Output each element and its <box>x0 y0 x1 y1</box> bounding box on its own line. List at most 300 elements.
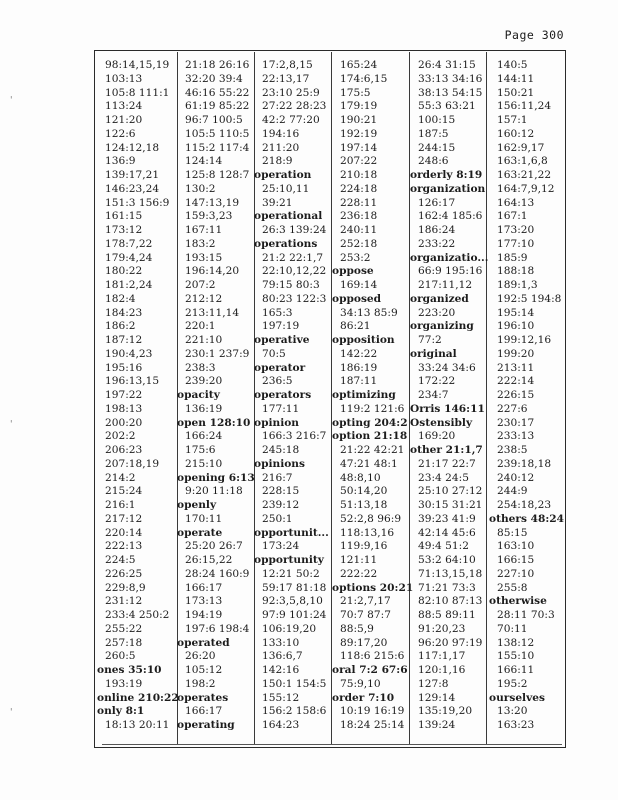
index-reference: 163:1,6,8 <box>497 155 548 168</box>
index-reference: 216:7 <box>262 471 293 484</box>
index-column-5 <box>410 59 489 733</box>
index-reference: 105:5 110:5 <box>185 127 250 140</box>
index-reference: 121:20 <box>105 114 143 126</box>
index-reference: 214:2 <box>105 471 136 484</box>
index-reference: 121:11 <box>340 554 378 566</box>
index-reference: 155:10 <box>497 650 535 663</box>
index-headword: optimizing <box>332 389 396 401</box>
index-reference: 98:14,15,19 <box>105 59 170 71</box>
index-reference: 222:22 <box>340 567 378 580</box>
index-reference: 163:21,22 <box>497 169 552 181</box>
index-reference: 233:4 250:2 <box>105 609 170 621</box>
index-reference: 150:1 154:5 <box>262 677 327 690</box>
index-headword: options 20:21 <box>332 581 414 594</box>
index-reference: 202:2 <box>105 430 136 443</box>
index-headword: organizing <box>410 320 474 333</box>
index-headword: operating <box>177 719 235 731</box>
index-reference: 39:21 <box>262 196 293 209</box>
index-reference: 21:22 42:21 <box>340 444 405 456</box>
index-reference: 207:22 <box>340 155 378 168</box>
index-reference: 155:12 <box>262 691 300 704</box>
index-headword: only 8:1 <box>97 705 145 718</box>
index-reference: 165:3 <box>262 306 293 319</box>
index-reference: 238:3 <box>185 361 216 374</box>
index-headword: operator <box>254 361 306 374</box>
index-reference: 46:16 55:22 <box>185 86 250 99</box>
index-reference: 240:12 <box>497 471 535 484</box>
index-reference: 187:5 <box>418 127 449 140</box>
index-headword: otherwise <box>489 595 547 608</box>
index-reference: 183:2 <box>185 237 216 250</box>
index-headword: organization <box>410 182 486 195</box>
index-reference: 239:12 <box>262 499 300 511</box>
index-reference: 255:8 <box>497 581 528 594</box>
index-reference: 106:19,20 <box>262 622 317 635</box>
index-reference: 195:14 <box>497 306 535 319</box>
index-reference: 187:12 <box>105 334 143 346</box>
index-reference: 133:10 <box>262 636 300 649</box>
index-reference: 21:18 26:16 <box>185 59 250 71</box>
index-reference: 89:17,20 <box>340 636 388 649</box>
index-reference: 198:2 <box>185 677 216 690</box>
index-reference: 164:7,9,12 <box>497 182 555 195</box>
index-reference: 13:20 <box>497 705 528 718</box>
index-reference: 217:11,12 <box>418 279 473 291</box>
index-reference: 211:20 <box>262 141 300 154</box>
index-column-2 <box>177 59 255 733</box>
index-reference: 146:23,24 <box>105 182 160 195</box>
index-reference: 199:20 <box>497 347 535 360</box>
index-reference: 118:13,16 <box>340 526 395 539</box>
index-reference: 233:13 <box>497 430 535 443</box>
index-reference: 227:6 <box>497 402 528 415</box>
index-reference: 223:20 <box>418 306 456 319</box>
index-reference: 100:15 <box>418 114 456 126</box>
index-reference: 252:18 <box>340 237 378 250</box>
index-reference: 105:12 <box>185 664 223 676</box>
index-reference: 25:10 27:12 <box>418 485 483 498</box>
index-reference: 42:14 45:6 <box>418 526 476 539</box>
index-reference: 193:15 <box>185 251 223 264</box>
index-reference: 227:10 <box>497 567 535 580</box>
index-headword: operations <box>254 237 318 250</box>
index-reference: 52:2,8 96:9 <box>340 512 402 525</box>
index-reference: 142:16 <box>262 664 300 676</box>
index-headword: oppose <box>332 265 374 278</box>
index-reference: 187:11 <box>340 375 378 388</box>
index-reference: 120:1,16 <box>418 664 466 676</box>
index-reference: 82:10 87:13 <box>418 595 483 608</box>
index-reference: 88:5 89:11 <box>418 609 476 621</box>
index-reference: 113:24 <box>105 100 143 113</box>
index-reference: 196:10 <box>497 320 535 333</box>
index-reference: 177:11 <box>262 402 300 415</box>
index-reference: 196:13,15 <box>105 375 160 388</box>
index-headword: organized <box>410 292 469 305</box>
index-reference: 97:9 101:24 <box>262 609 327 621</box>
index-reference: 229:8,9 <box>105 581 146 594</box>
index-reference: 103:13 <box>105 72 143 85</box>
index-reference: 166:15 <box>497 554 535 566</box>
index-reference: 26:20 <box>185 650 216 663</box>
index-reference: 22:10,12,22 <box>262 265 327 278</box>
index-reference: 166:17 <box>185 581 223 594</box>
index-reference: 212:12 <box>185 292 223 305</box>
index-reference: 71:13,15,18 <box>418 567 483 580</box>
index-reference: 127:8 <box>418 677 449 690</box>
index-reference: 136:9 <box>105 155 136 168</box>
index-reference: 91:20,23 <box>418 622 466 635</box>
index-reference: 71:21 73:3 <box>418 581 476 594</box>
index-reference: 38:13 54:15 <box>418 86 483 99</box>
index-reference: 224:18 <box>340 182 378 195</box>
index-reference: 213:11 <box>497 361 535 374</box>
index-headword: Orris 146:11 <box>410 402 485 415</box>
index-reference: 70:5 <box>262 347 286 360</box>
index-headword: opinion <box>254 416 299 429</box>
index-reference: 70:11 <box>497 622 528 635</box>
index-reference: 239:18,18 <box>497 457 552 470</box>
index-headword: opting 204:2 <box>332 416 408 429</box>
index-reference: 136:6,7 <box>262 650 303 663</box>
index-reference: 140:5 <box>497 59 528 71</box>
index-reference: 164:13 <box>497 196 535 209</box>
index-reference: 186:24 <box>418 224 456 236</box>
index-headword: organizatio... <box>410 251 489 264</box>
index-reference: 156:11,24 <box>497 100 552 113</box>
index-reference: 196:14,20 <box>185 265 240 278</box>
index-headword: opportunity <box>254 554 324 566</box>
index-reference: 136:19 <box>185 402 223 415</box>
index-reference: 88:5,9 <box>340 622 374 635</box>
index-headword: opportunit... <box>254 526 329 539</box>
index-reference: 179:19 <box>340 100 378 113</box>
index-reference: 173:13 <box>185 595 223 608</box>
index-reference: 53:2 64:10 <box>418 554 476 566</box>
index-reference: 248:6 <box>418 155 449 168</box>
index-reference: 115:2 117:4 <box>185 141 250 154</box>
index-reference: 245:18 <box>262 444 300 456</box>
index-reference: 181:2,24 <box>105 279 153 291</box>
index-reference: 180:22 <box>105 265 143 278</box>
index-reference: 195:2 <box>497 677 528 690</box>
index-reference: 165:24 <box>340 59 378 71</box>
index-reference: 215:24 <box>105 485 143 498</box>
index-reference: 86:21 <box>340 320 371 333</box>
index-reference: 50:14,20 <box>340 485 388 498</box>
index-reference: 119:2 121:6 <box>340 402 405 415</box>
index-reference: 119:9,16 <box>340 540 388 553</box>
index-column-1 <box>97 59 179 733</box>
index-headword: open 128:10 <box>177 416 251 429</box>
index-reference: 253:2 <box>340 251 371 264</box>
index-reference: 105:8 111:1 <box>105 86 170 99</box>
index-headword: order 7:10 <box>332 691 395 704</box>
index-reference: 124:12,18 <box>105 141 160 154</box>
index-reference: 221:10 <box>185 334 223 346</box>
index-reference: 238:5 <box>497 444 528 456</box>
index-reference: 55:3 63:21 <box>418 100 476 113</box>
index-reference: 193:19 <box>105 677 143 690</box>
index-reference: 194:19 <box>185 609 223 621</box>
index-reference: 51:13,18 <box>340 499 388 511</box>
index-reference: 220:14 <box>105 526 143 539</box>
index-reference: 150:21 <box>497 86 535 99</box>
index-reference: 80:23 122:3 <box>262 292 327 305</box>
index-headword: opinions <box>254 457 305 470</box>
index-reference: 66:9 195:16 <box>418 265 483 278</box>
index-reference: 166:11 <box>497 664 535 676</box>
index-reference: 173:20 <box>497 224 535 236</box>
index-reference: 185:9 <box>497 251 528 264</box>
index-reference: 147:13,19 <box>185 196 240 209</box>
bottom-rule <box>102 744 562 745</box>
index-reference: 210:18 <box>340 169 378 181</box>
index-reference: 230:17 <box>497 416 535 429</box>
index-headword: other 21:1,7 <box>410 444 483 456</box>
index-reference: 190:4,23 <box>105 347 153 360</box>
index-reference: 236:18 <box>340 210 378 223</box>
index-reference: 250:1 <box>262 512 293 525</box>
index-reference: 118:6 215:6 <box>340 650 405 663</box>
index-reference: 162:4 185:6 <box>418 210 483 223</box>
index-reference: 164:23 <box>262 719 300 731</box>
index-reference: 18:24 25:14 <box>340 719 405 731</box>
index-reference: 192:5 194:8 <box>497 292 562 305</box>
index-reference: 173:24 <box>262 540 300 553</box>
index-reference: 26:3 139:24 <box>262 224 327 236</box>
index-reference: 177:10 <box>497 237 535 250</box>
index-headword: operational <box>254 210 323 223</box>
index-reference: 228:11 <box>340 196 378 209</box>
index-headword: online 210:22 <box>97 691 179 704</box>
index-reference: 32:20 39:4 <box>185 72 243 85</box>
index-reference: 224:5 <box>105 554 136 566</box>
index-headword: orderly 8:19 <box>410 169 483 181</box>
index-reference: 34:13 85:9 <box>340 306 398 319</box>
index-reference: 217:12 <box>105 512 143 525</box>
index-reference: 186:19 <box>340 361 378 374</box>
index-reference: 42:2 77:20 <box>262 114 320 126</box>
index-reference: 192:19 <box>340 127 378 140</box>
index-reference: 156:2 158:6 <box>262 705 327 718</box>
index-reference: 142:22 <box>340 347 378 360</box>
index-reference: 135:19,20 <box>418 705 473 718</box>
index-reference: 218:9 <box>262 155 293 168</box>
index-reference: 197:6 198:4 <box>185 622 250 635</box>
index-reference: 166:3 216:7 <box>262 430 327 443</box>
index-reference: 33:24 34:6 <box>418 361 476 374</box>
index-reference: 124:14 <box>185 155 223 168</box>
index-reference: 139:24 <box>418 719 456 731</box>
index-reference: 213:11,14 <box>185 306 240 319</box>
index-reference: 255:22 <box>105 622 143 635</box>
index-reference: 22:13,17 <box>262 72 310 85</box>
index-reference: 166:17 <box>185 705 223 718</box>
index-reference: 77:2 <box>418 334 442 346</box>
index-reference: 70:7 87:7 <box>340 609 391 621</box>
index-reference: 144:11 <box>497 72 535 85</box>
index-reference: 9:20 11:18 <box>185 485 243 498</box>
index-reference: 26:15,22 <box>185 554 233 566</box>
index-reference: 85:15 <box>497 526 528 539</box>
index-reference: 175:5 <box>340 86 371 99</box>
index-reference: 17:2,8,15 <box>262 59 313 71</box>
index-reference: 220:1 <box>185 320 216 333</box>
index-reference: 169:20 <box>418 430 456 443</box>
index-reference: 197:22 <box>105 389 143 401</box>
index-reference: 197:19 <box>262 320 300 333</box>
index-headword: opposition <box>332 334 395 346</box>
index-reference: 233:22 <box>418 237 456 250</box>
index-reference: 10:19 16:19 <box>340 705 405 718</box>
index-reference: 161:15 <box>105 210 143 223</box>
index-reference: 239:20 <box>185 375 223 388</box>
index-reference: 30:15 31:21 <box>418 499 483 511</box>
index-reference: 12:21 50:2 <box>262 567 320 580</box>
index-reference: 207:18,19 <box>105 457 160 470</box>
index-headword: Ostensibly <box>410 416 473 429</box>
index-headword: operative <box>254 334 310 346</box>
index-reference: 130:2 <box>185 182 216 195</box>
index-reference: 117:1,17 <box>418 650 466 663</box>
index-column-4 <box>332 59 414 733</box>
index-reference: 126:17 <box>418 196 456 209</box>
index-reference: 257:18 <box>105 636 143 649</box>
index-headword: option 21:18 <box>332 430 408 443</box>
index-reference: 226:25 <box>105 567 143 580</box>
index-headword: ourselves <box>489 691 545 704</box>
index-reference: 172:22 <box>418 375 456 388</box>
index-reference: 175:6 <box>185 444 216 456</box>
index-reference: 138:12 <box>497 636 535 649</box>
index-reference: 186:2 <box>105 320 136 333</box>
index-reference: 189:1,3 <box>497 279 538 291</box>
index-reference: 157:1 <box>497 114 528 126</box>
index-reference: 21:2 22:1,7 <box>262 251 324 264</box>
index-reference: 92:3,5,8,10 <box>262 595 323 608</box>
index-reference: 151:3 156:9 <box>105 196 170 209</box>
index-reference: 230:1 237:9 <box>185 347 250 360</box>
index-reference: 160:12 <box>497 127 535 140</box>
index-headword: opacity <box>177 389 220 401</box>
index-reference: 163:10 <box>497 540 535 553</box>
index-reference: 216:1 <box>105 499 136 511</box>
index-reference: 59:17 81:18 <box>262 581 327 594</box>
index-reference: 21:2,7,17 <box>340 595 391 608</box>
index-reference: 231:12 <box>105 595 143 608</box>
index-reference: 174:6,15 <box>340 72 388 85</box>
index-reference: 122:6 <box>105 127 136 140</box>
index-reference: 167:11 <box>185 224 223 236</box>
index-reference: 33:13 34:16 <box>418 72 483 85</box>
index-reference: 129:14 <box>418 691 456 704</box>
index-headword: operates <box>177 691 229 704</box>
index-reference: 23:4 24:5 <box>418 471 469 484</box>
index-headword: operated <box>177 636 230 649</box>
index-reference: 79:15 80:3 <box>262 279 320 291</box>
index-reference: 215:10 <box>185 457 223 470</box>
index-reference: 27:22 28:23 <box>262 100 327 113</box>
index-reference: 198:13 <box>105 402 143 415</box>
index-reference: 182:4 <box>105 292 136 305</box>
index-reference: 61:19 85:22 <box>185 100 250 113</box>
index-reference: 25:10,11 <box>262 182 310 195</box>
index-headword: opposed <box>332 292 382 305</box>
index-reference: 244:9 <box>497 485 528 498</box>
index-reference: 207:2 <box>185 279 216 291</box>
index-reference: 23:10 25:9 <box>262 86 320 99</box>
index-reference: 163:23 <box>497 719 535 731</box>
index-reference: 240:11 <box>340 224 378 236</box>
index-reference: 228:15 <box>262 485 300 498</box>
index-reference: 96:7 100:5 <box>185 114 243 126</box>
margin-mark: ' <box>10 420 13 430</box>
index-reference: 125:8 128:7 <box>185 169 250 181</box>
index-reference: 184:23 <box>105 306 143 319</box>
index-reference: 28:11 70:3 <box>497 609 555 621</box>
margin-mark: ' <box>10 708 13 718</box>
index-reference: 39:23 41:9 <box>418 512 476 525</box>
index-reference: 162:9,17 <box>497 141 545 154</box>
index-reference: 222:13 <box>105 540 143 553</box>
index-reference: 18:13 20:11 <box>105 719 170 731</box>
index-reference: 139:17,21 <box>105 169 160 181</box>
index-column-6 <box>489 59 565 733</box>
index-column-3 <box>254 59 329 733</box>
index-reference: 188:18 <box>497 265 535 278</box>
page-number: Page 300 <box>504 28 564 42</box>
index-reference: 178:7,22 <box>105 237 153 250</box>
index-headword: original <box>410 347 457 360</box>
index-reference: 170:11 <box>185 512 223 525</box>
index-reference: 28:24 160:9 <box>185 567 250 580</box>
index-headword: operation <box>254 169 312 181</box>
index-reference: 197:14 <box>340 141 378 154</box>
index-reference: 260:5 <box>105 650 136 663</box>
index-reference: 169:14 <box>340 279 378 291</box>
index-reference: 190:21 <box>340 114 378 126</box>
index-reference: 173:12 <box>105 224 143 236</box>
index-reference: 96:20 97:19 <box>418 636 483 649</box>
index-reference: 26:4 31:15 <box>418 59 476 71</box>
index-reference: 166:24 <box>185 430 223 443</box>
index-reference: 179:4,24 <box>105 251 153 264</box>
index-headword: opening 6:13 <box>177 471 255 484</box>
index-reference: 199:12,16 <box>497 334 552 346</box>
index-reference: 226:15 <box>497 389 535 401</box>
index-reference: 234:7 <box>418 389 449 401</box>
index-reference: 244:15 <box>418 141 456 154</box>
index-headword: ones 35:10 <box>97 664 162 676</box>
index-reference: 254:18,23 <box>497 499 552 511</box>
index-reference: 21:17 22:7 <box>418 457 476 470</box>
index-reference: 195:16 <box>105 361 143 374</box>
index-headword: oral 7:2 67:6 <box>332 664 408 676</box>
margin-mark: ' <box>10 96 13 106</box>
index-headword: operate <box>177 526 223 539</box>
index-headword: others 48:24 <box>489 512 565 525</box>
index-reference: 200:20 <box>105 416 143 429</box>
index-reference: 48:8,10 <box>340 471 381 484</box>
index-reference: 236:5 <box>262 375 293 388</box>
index-headword: openly <box>177 499 217 511</box>
index-headword: operators <box>254 389 312 401</box>
index-reference: 206:23 <box>105 444 143 456</box>
index-reference: 159:3,23 <box>185 210 233 223</box>
index-reference: 75:9,10 <box>340 677 381 690</box>
index-reference: 25:20 26:7 <box>185 540 243 553</box>
